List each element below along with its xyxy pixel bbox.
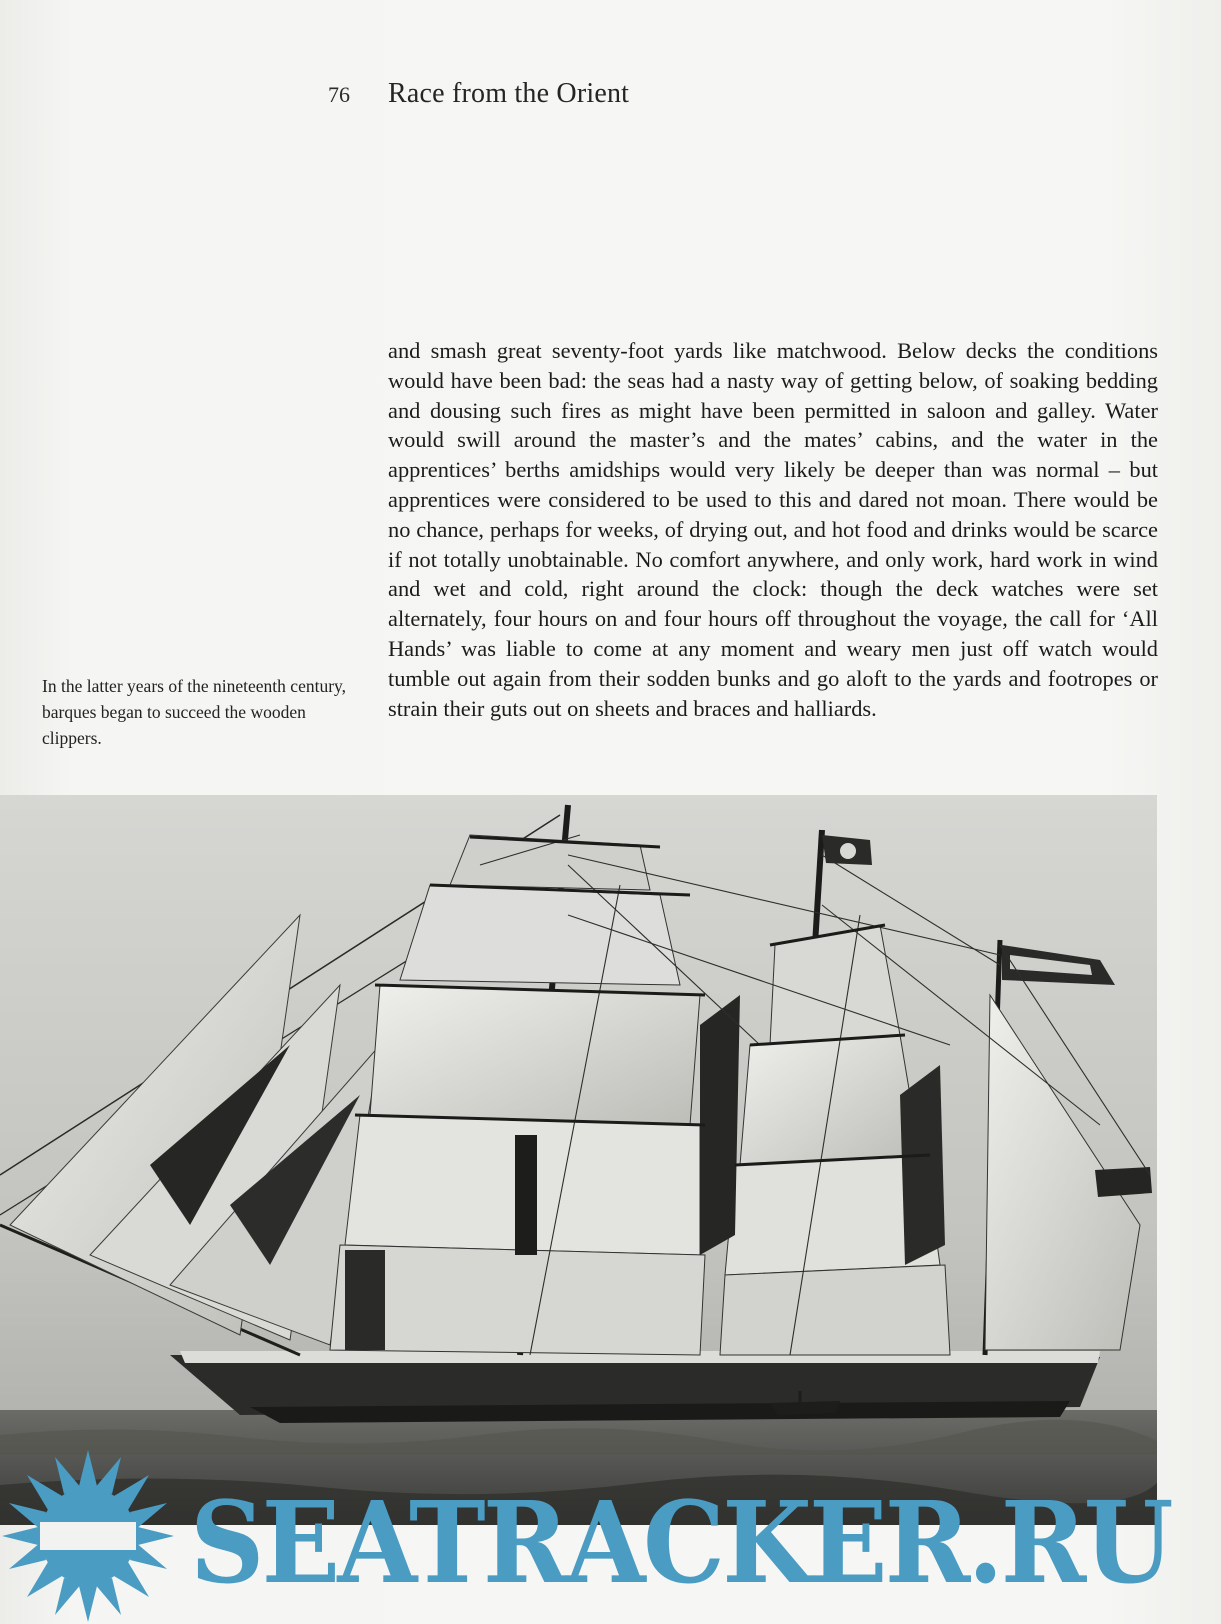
- watermark-text: SEATRACKER.RU: [190, 1478, 1171, 1609]
- body-paragraph: and smash great seventy-foot yards like matchwood. Below decks the conditions would have been bad: the seas had a nasty way of getting below, of soaking bedding and dousing such fires as might have been permitted in saloon and galley. Water would swill around the master’s and the mates’ cabins, and the water in the apprentices’ berths amidships would very likely be deeper than was normal – but apprentices were considered to be used to this and dared not moan. There would be no chance, perhaps for weeks, of drying out, and hot food and drinks would be scarce if not totally unobtainable. No comfort anywhere, and only work, hard work in wind and wet and cold, right around the clock: though the deck watches were set alternately, four hours on and four hours off throughout the voyage, the call for ‘All Hands’ was liable to come at any moment and weary men just off watch would tumble out again from their sodden bunks and go aloft to the yards and footropes or strain their guts out on sheets and braces and halliards.: [388, 338, 1158, 721]
- chapter-title: Race from the Orient: [388, 78, 630, 109]
- running-head: [328, 78, 629, 110]
- ship-photograph: [0, 795, 1157, 1525]
- page-number: 76: [328, 82, 350, 107]
- barque-illustration: [0, 795, 1157, 1525]
- photo-caption: In the latter years of the nineteenth century, barques began to succeed the wooden clippers.: [42, 676, 347, 748]
